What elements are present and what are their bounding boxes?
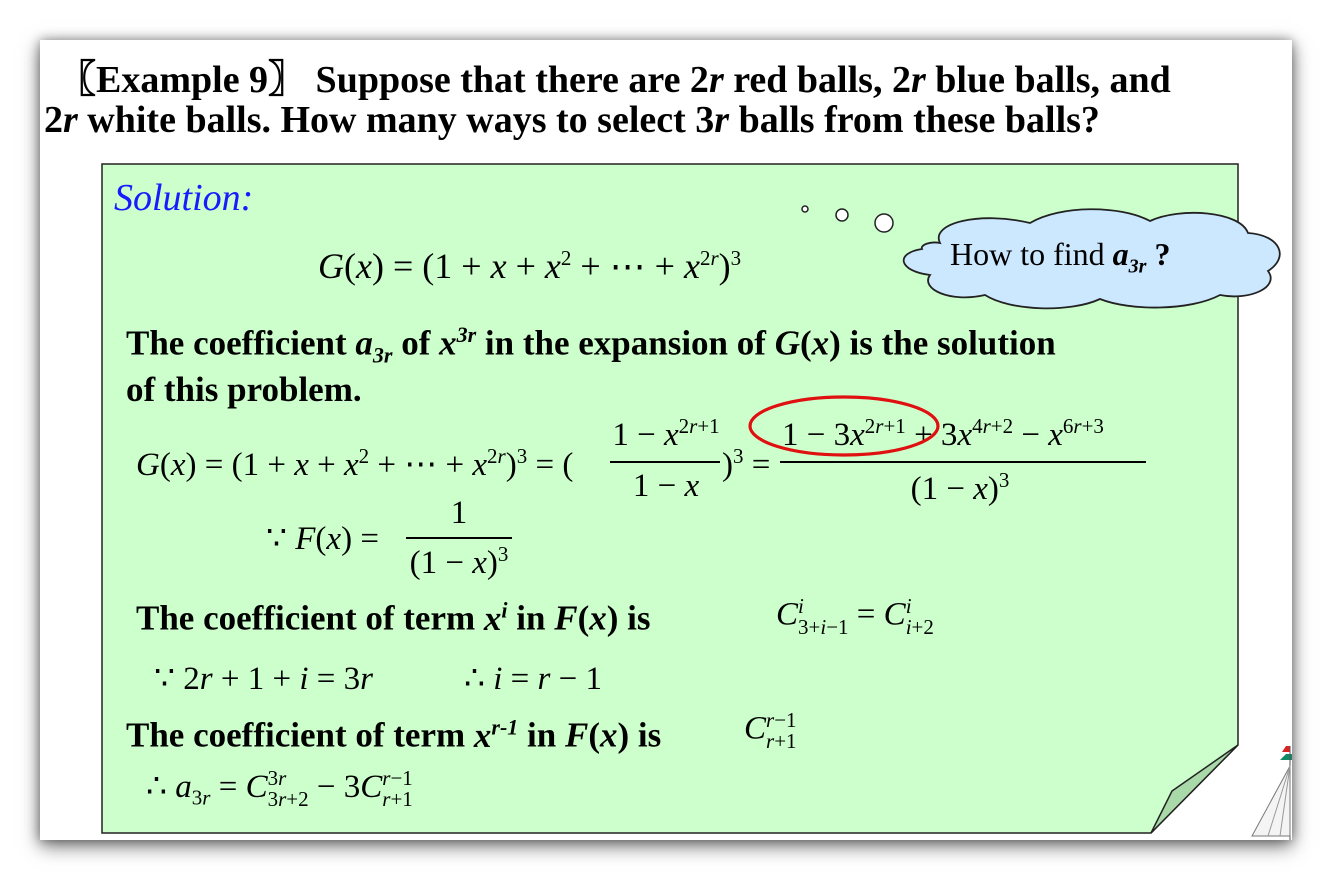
fraction2-denominator: $(1 - x)^3$ — [910, 468, 1010, 507]
fx-numerator: 1 — [450, 495, 468, 531]
gx-definition: $G(x) = (1 + x + x^2$ + ⋯ + $x^{2r})^3$ — [318, 246, 742, 286]
red-highlight-ellipse — [740, 390, 950, 466]
example-title-line1: 〖Example 9〗 Suppose that there are 2r red balls, 2r blue balls, and — [58, 59, 1171, 101]
example-title-line2: 2r white balls. How many ways to select 3r balls from these balls? — [44, 99, 1100, 141]
fraction1-numerator: $1 - x^{2r+1}$ — [612, 414, 720, 453]
bubble-dot-large — [875, 214, 893, 232]
bubble-dot-medium — [836, 209, 848, 221]
fraction2-numerator: $1 - 3x^{2r+1} + 3x^{4r+2} - x^{6r+3}$ — [782, 414, 1104, 453]
solution-label: Solution: — [114, 177, 254, 219]
bubble-dot-small — [802, 206, 808, 212]
bubble-text: How to find $a_{3r}$ ? — [950, 236, 1171, 278]
gx-expansion-left: $G(x) = (1 + x + x^2$ + ⋯ + $x^{2r})^3$ = ( — [136, 444, 574, 483]
final-answer: ∴ $a_{3r} = C$ 3r 3r+2 − 3C r−1 r+1 — [146, 766, 413, 812]
fraction1-denominator: 1 − x — [632, 468, 700, 504]
coefficient-sentence-line2: of this problem. — [126, 370, 362, 409]
because-equation: ∵ 2r + 1 + i = 3r — [154, 661, 373, 697]
term-r-formula: C r−1 r+1 — [744, 708, 797, 753]
term-i-formula: C i 3+i−1 = C i i+2 — [776, 594, 934, 639]
term-i-sentence: The coefficient of term $x^i$ in F(x) is — [136, 597, 651, 638]
term-r-sentence: The coefficient of term $x^{r-1}$ in F(x) is — [126, 714, 662, 755]
sailboat-logo — [1246, 740, 1292, 840]
slide — [40, 40, 1292, 840]
fx-prefix: ∵ F(x) = — [266, 521, 379, 557]
fraction1-bar — [610, 461, 720, 463]
therefore-i: ∴ i = r − 1 — [464, 661, 603, 697]
fraction1-close: )$^3$ = — [722, 444, 771, 483]
coefficient-sentence-line1: The coefficient $a_{3r}$ of $x^{3r}$ in the expansion of G(x) is the solution — [126, 322, 1056, 368]
fx-denominator: $(1 - x)^3$ — [409, 542, 509, 581]
fx-bar — [406, 537, 512, 539]
